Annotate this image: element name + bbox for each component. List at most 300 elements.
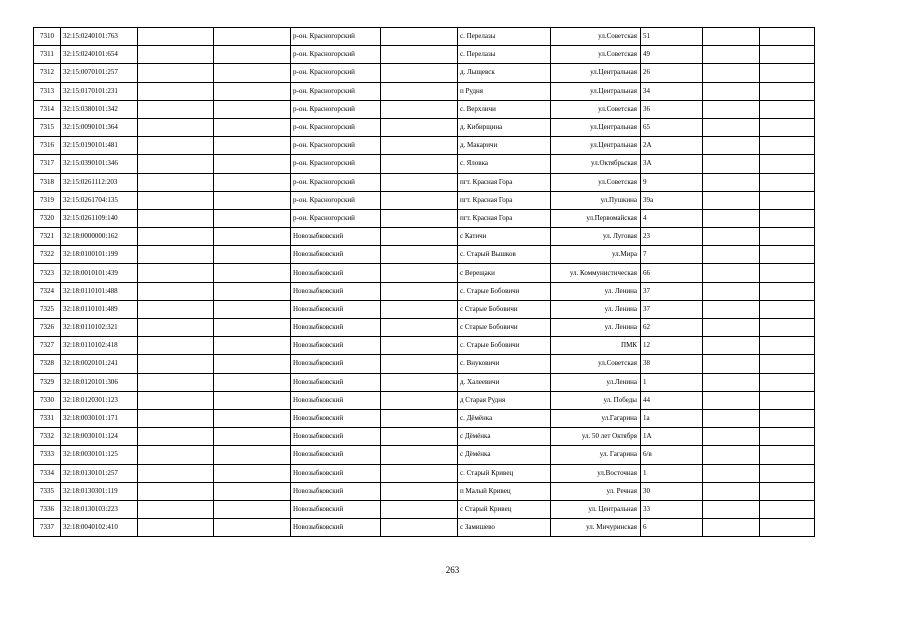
empty-col-11-cell [760, 391, 815, 409]
settlement-cell: д. Лыщевск [458, 64, 551, 82]
empty-col-4-cell [214, 500, 291, 518]
cadastral-number-cell: 32:18:0110101:488 [61, 282, 138, 300]
empty-col-11-cell [760, 446, 815, 464]
table-row [34, 337, 815, 355]
street-cell: ул.Советская [551, 173, 641, 191]
district-cell: р-он. Красногорский [291, 82, 381, 100]
cadastral-number-cell: 32:18:0130101:257 [61, 464, 138, 482]
row-number-cell: 7321 [34, 228, 61, 246]
empty-col-4-cell [214, 82, 291, 100]
table-body [34, 28, 815, 537]
cadastral-number-cell: 32:18:0040102:410 [61, 519, 138, 537]
row-number-cell: 7319 [34, 191, 61, 209]
cadastral-number-cell: 32:18:0110102:418 [61, 337, 138, 355]
house-number-cell: 51 [641, 28, 703, 46]
house-number-cell: 4 [641, 209, 703, 227]
house-number-cell: 65 [641, 118, 703, 136]
registry-table [33, 27, 815, 537]
house-number-cell: 34 [641, 82, 703, 100]
settlement-cell: пгт. Красная Гора [458, 191, 551, 209]
empty-col-3-cell [138, 191, 214, 209]
table-row [34, 428, 815, 446]
street-cell: ул.Центральная [551, 137, 641, 155]
house-number-cell: 6 [641, 519, 703, 537]
table-row [34, 319, 815, 337]
empty-col-4-cell [214, 100, 291, 118]
street-cell: ул.Центральная [551, 82, 641, 100]
empty-col-3-cell [138, 46, 214, 64]
cadastral-number-cell: 32:15:0170101:231 [61, 82, 138, 100]
empty-col-4-cell [214, 173, 291, 191]
cadastral-number-cell: 32:18:0100101:199 [61, 246, 138, 264]
district-cell: Новозыбковский [291, 355, 381, 373]
empty-col-11-cell [760, 64, 815, 82]
empty-col-6-cell [381, 482, 458, 500]
empty-col-6-cell [381, 264, 458, 282]
empty-col-6-cell [381, 373, 458, 391]
cadastral-number-cell: 32:18:0030101:124 [61, 428, 138, 446]
empty-col-3-cell [138, 82, 214, 100]
empty-col-3-cell [138, 282, 214, 300]
empty-col-4-cell [214, 228, 291, 246]
empty-col-6-cell [381, 428, 458, 446]
settlement-cell: п Малый Кривец [458, 482, 551, 500]
empty-col-10-cell [703, 282, 760, 300]
cadastral-number-cell: 32:15:0261109:140 [61, 209, 138, 227]
street-cell: ул. Гагарина [551, 446, 641, 464]
empty-col-10-cell [703, 246, 760, 264]
empty-col-11-cell [760, 209, 815, 227]
empty-col-6-cell [381, 64, 458, 82]
house-number-cell: 3А [641, 155, 703, 173]
empty-col-6-cell [381, 137, 458, 155]
table-row [34, 446, 815, 464]
settlement-cell: пгт. Красная Гора [458, 173, 551, 191]
empty-col-10-cell [703, 428, 760, 446]
settlement-cell: д. Макаричи [458, 137, 551, 155]
row-number-cell: 7317 [34, 155, 61, 173]
empty-col-3-cell [138, 482, 214, 500]
row-number-cell: 7330 [34, 391, 61, 409]
row-number-cell: 7335 [34, 482, 61, 500]
empty-col-4-cell [214, 300, 291, 318]
district-cell: Новозыбковский [291, 446, 381, 464]
table-row [34, 282, 815, 300]
table-row [34, 228, 815, 246]
empty-col-10-cell [703, 46, 760, 64]
district-cell: Новозыбковский [291, 428, 381, 446]
district-cell: Новозыбковский [291, 319, 381, 337]
street-cell: ул.Советская [551, 28, 641, 46]
empty-col-11-cell [760, 246, 815, 264]
district-cell: р-он. Красногорский [291, 191, 381, 209]
empty-col-10-cell [703, 391, 760, 409]
empty-col-11-cell [760, 500, 815, 518]
house-number-cell: 36 [641, 100, 703, 118]
table-row [34, 173, 815, 191]
row-number-cell: 7316 [34, 137, 61, 155]
empty-col-4-cell [214, 264, 291, 282]
street-cell: ул. Победы [551, 391, 641, 409]
empty-col-3-cell [138, 209, 214, 227]
empty-col-10-cell [703, 155, 760, 173]
table-row [34, 300, 815, 318]
empty-col-3-cell [138, 137, 214, 155]
settlement-cell: с. Верхличи [458, 100, 551, 118]
settlement-cell: пгт. Красная Гора [458, 209, 551, 227]
cadastral-number-cell: 32:18:0130301:119 [61, 482, 138, 500]
table-row [34, 137, 815, 155]
district-cell: Новозыбковский [291, 464, 381, 482]
street-cell: ул.Центральная [551, 118, 641, 136]
district-cell: р-он. Красногорский [291, 28, 381, 46]
house-number-cell: 1 [641, 464, 703, 482]
house-number-cell: 9 [641, 173, 703, 191]
empty-col-3-cell [138, 464, 214, 482]
empty-col-11-cell [760, 82, 815, 100]
cadastral-number-cell: 32:18:0110101:489 [61, 300, 138, 318]
street-cell: ул. Ленина [551, 319, 641, 337]
empty-col-6-cell [381, 191, 458, 209]
district-cell: р-он. Красногорский [291, 64, 381, 82]
district-cell: р-он. Красногорский [291, 155, 381, 173]
table-row [34, 46, 815, 64]
empty-col-11-cell [760, 428, 815, 446]
table-row [34, 264, 815, 282]
empty-col-6-cell [381, 228, 458, 246]
empty-col-10-cell [703, 337, 760, 355]
empty-col-6-cell [381, 355, 458, 373]
row-number-cell: 7329 [34, 373, 61, 391]
house-number-cell: 62 [641, 319, 703, 337]
empty-col-11-cell [760, 191, 815, 209]
district-cell: р-он. Красногорский [291, 209, 381, 227]
empty-col-10-cell [703, 264, 760, 282]
settlement-cell: с Старые Бобовичи [458, 319, 551, 337]
empty-col-11-cell [760, 337, 815, 355]
settlement-cell: п Рудня [458, 82, 551, 100]
empty-col-11-cell [760, 300, 815, 318]
empty-col-6-cell [381, 173, 458, 191]
table-row [34, 82, 815, 100]
empty-col-10-cell [703, 191, 760, 209]
registry-table-container [33, 27, 815, 537]
street-cell: ул. Луговая [551, 228, 641, 246]
district-cell: р-он. Красногорский [291, 137, 381, 155]
empty-col-4-cell [214, 191, 291, 209]
street-cell: ул.Советская [551, 100, 641, 118]
empty-col-10-cell [703, 64, 760, 82]
row-number-cell: 7324 [34, 282, 61, 300]
empty-col-3-cell [138, 409, 214, 427]
house-number-cell: 49 [641, 46, 703, 64]
empty-col-10-cell [703, 373, 760, 391]
house-number-cell: 44 [641, 391, 703, 409]
table-row [34, 100, 815, 118]
empty-col-6-cell [381, 46, 458, 64]
settlement-cell: с. Перелазы [458, 28, 551, 46]
empty-col-4-cell [214, 319, 291, 337]
table-row [34, 409, 815, 427]
district-cell: Новозыбковский [291, 373, 381, 391]
house-number-cell: 1А [641, 428, 703, 446]
empty-col-10-cell [703, 519, 760, 537]
empty-col-6-cell [381, 246, 458, 264]
empty-col-11-cell [760, 282, 815, 300]
street-cell: ул.Гагарина [551, 409, 641, 427]
empty-col-4-cell [214, 64, 291, 82]
empty-col-4-cell [214, 355, 291, 373]
empty-col-3-cell [138, 28, 214, 46]
table-row [34, 64, 815, 82]
empty-col-3-cell [138, 100, 214, 118]
empty-col-3-cell [138, 319, 214, 337]
empty-col-4-cell [214, 409, 291, 427]
row-number-cell: 7326 [34, 319, 61, 337]
table-row [34, 118, 815, 136]
street-cell: ул.Первомайская [551, 209, 641, 227]
house-number-cell: 38 [641, 355, 703, 373]
empty-col-4-cell [214, 155, 291, 173]
empty-col-10-cell [703, 446, 760, 464]
district-cell: р-он. Красногорский [291, 100, 381, 118]
house-number-cell: 30 [641, 482, 703, 500]
district-cell: Новозыбковский [291, 391, 381, 409]
empty-col-6-cell [381, 282, 458, 300]
row-number-cell: 7337 [34, 519, 61, 537]
row-number-cell: 7327 [34, 337, 61, 355]
empty-col-6-cell [381, 28, 458, 46]
empty-col-6-cell [381, 118, 458, 136]
cadastral-number-cell: 32:18:0030101:125 [61, 446, 138, 464]
empty-col-4-cell [214, 464, 291, 482]
empty-col-4-cell [214, 209, 291, 227]
empty-col-3-cell [138, 246, 214, 264]
empty-col-10-cell [703, 300, 760, 318]
empty-col-11-cell [760, 264, 815, 282]
empty-col-3-cell [138, 428, 214, 446]
cadastral-number-cell: 32:18:0130103:223 [61, 500, 138, 518]
row-number-cell: 7328 [34, 355, 61, 373]
house-number-cell: 39а [641, 191, 703, 209]
district-cell: Новозыбковский [291, 282, 381, 300]
empty-col-4-cell [214, 28, 291, 46]
empty-col-6-cell [381, 82, 458, 100]
empty-col-4-cell [214, 391, 291, 409]
empty-col-3-cell [138, 373, 214, 391]
row-number-cell: 7313 [34, 82, 61, 100]
empty-col-4-cell [214, 446, 291, 464]
row-number-cell: 7311 [34, 46, 61, 64]
empty-col-10-cell [703, 100, 760, 118]
empty-col-11-cell [760, 118, 815, 136]
table-row [34, 209, 815, 227]
empty-col-6-cell [381, 500, 458, 518]
empty-col-11-cell [760, 519, 815, 537]
street-cell: ул. Ленина [551, 300, 641, 318]
empty-col-6-cell [381, 337, 458, 355]
table-row [34, 246, 815, 264]
empty-col-11-cell [760, 482, 815, 500]
empty-col-3-cell [138, 173, 214, 191]
empty-col-3-cell [138, 155, 214, 173]
table-row [34, 391, 815, 409]
house-number-cell: 66 [641, 264, 703, 282]
table-row [34, 28, 815, 46]
district-cell: Новозыбковский [291, 246, 381, 264]
empty-col-10-cell [703, 464, 760, 482]
empty-col-11-cell [760, 319, 815, 337]
district-cell: р-он. Красногорский [291, 173, 381, 191]
empty-col-11-cell [760, 137, 815, 155]
empty-col-10-cell [703, 482, 760, 500]
cadastral-number-cell: 32:18:0030101:171 [61, 409, 138, 427]
empty-col-3-cell [138, 519, 214, 537]
row-number-cell: 7332 [34, 428, 61, 446]
cadastral-number-cell: 32:18:0020101:241 [61, 355, 138, 373]
empty-col-3-cell [138, 391, 214, 409]
district-cell: Новозыбковский [291, 300, 381, 318]
empty-col-3-cell [138, 264, 214, 282]
street-cell: ул. Ленина [551, 282, 641, 300]
empty-col-3-cell [138, 446, 214, 464]
empty-col-3-cell [138, 337, 214, 355]
street-cell: ул. Речная [551, 482, 641, 500]
empty-col-10-cell [703, 500, 760, 518]
street-cell: ул.Ленина [551, 373, 641, 391]
empty-col-6-cell [381, 446, 458, 464]
street-cell: ПМК [551, 337, 641, 355]
cadastral-number-cell: 32:15:0190101:481 [61, 137, 138, 155]
settlement-cell: с Дёмёнка [458, 428, 551, 446]
empty-col-4-cell [214, 246, 291, 264]
row-number-cell: 7333 [34, 446, 61, 464]
empty-col-4-cell [214, 519, 291, 537]
cadastral-number-cell: 32:15:0090101:364 [61, 118, 138, 136]
page-number: 263 [445, 565, 460, 575]
district-cell: Новозыбковский [291, 264, 381, 282]
table-row [34, 500, 815, 518]
empty-col-3-cell [138, 355, 214, 373]
empty-col-4-cell [214, 482, 291, 500]
house-number-cell: 37 [641, 282, 703, 300]
cadastral-number-cell: 32:18:0000000:162 [61, 228, 138, 246]
house-number-cell: 33 [641, 500, 703, 518]
row-number-cell: 7325 [34, 300, 61, 318]
empty-col-6-cell [381, 155, 458, 173]
street-cell: ул.Восточная [551, 464, 641, 482]
empty-col-4-cell [214, 282, 291, 300]
house-number-cell: 23 [641, 228, 703, 246]
empty-col-3-cell [138, 64, 214, 82]
house-number-cell: 37 [641, 300, 703, 318]
row-number-cell: 7315 [34, 118, 61, 136]
empty-col-11-cell [760, 28, 815, 46]
empty-col-11-cell [760, 155, 815, 173]
settlement-cell: с. Старые Бобовичи [458, 337, 551, 355]
empty-col-10-cell [703, 209, 760, 227]
empty-col-10-cell [703, 173, 760, 191]
empty-col-6-cell [381, 391, 458, 409]
settlement-cell: с Старые Бобовичи [458, 300, 551, 318]
settlement-cell: с. Дёмёнка [458, 409, 551, 427]
district-cell: Новозыбковский [291, 337, 381, 355]
cadastral-number-cell: 32:18:0120101:306 [61, 373, 138, 391]
cadastral-number-cell: 32:15:0070101:257 [61, 64, 138, 82]
empty-col-4-cell [214, 428, 291, 446]
house-number-cell: 6/в [641, 446, 703, 464]
row-number-cell: 7312 [34, 64, 61, 82]
empty-col-11-cell [760, 228, 815, 246]
row-number-cell: 7310 [34, 28, 61, 46]
settlement-cell: с. Яловка [458, 155, 551, 173]
empty-col-6-cell [381, 300, 458, 318]
cadastral-number-cell: 32:18:0010101:439 [61, 264, 138, 282]
row-number-cell: 7314 [34, 100, 61, 118]
empty-col-11-cell [760, 355, 815, 373]
house-number-cell: 12 [641, 337, 703, 355]
table-row [34, 464, 815, 482]
empty-col-4-cell [214, 118, 291, 136]
empty-col-4-cell [214, 337, 291, 355]
empty-col-11-cell [760, 46, 815, 64]
cadastral-number-cell: 32:15:0240101:654 [61, 46, 138, 64]
table-row [34, 519, 815, 537]
district-cell: р-он. Красногорский [291, 118, 381, 136]
settlement-cell: д Старая Рудня [458, 391, 551, 409]
street-cell: ул.Пушкина [551, 191, 641, 209]
empty-col-10-cell [703, 319, 760, 337]
street-cell: ул. Центральная [551, 500, 641, 518]
empty-col-6-cell [381, 464, 458, 482]
empty-col-10-cell [703, 355, 760, 373]
empty-col-6-cell [381, 409, 458, 427]
table-row [34, 355, 815, 373]
district-cell: Новозыбковский [291, 409, 381, 427]
table-row [34, 373, 815, 391]
empty-col-4-cell [214, 137, 291, 155]
table-row [34, 191, 815, 209]
street-cell: ул. Коммунистическая [551, 264, 641, 282]
settlement-cell: д. Кибирщина [458, 118, 551, 136]
row-number-cell: 7320 [34, 209, 61, 227]
table-row [34, 155, 815, 173]
street-cell: ул. Мичуринская [551, 519, 641, 537]
settlement-cell: д. Халеевичи [458, 373, 551, 391]
row-number-cell: 7322 [34, 246, 61, 264]
cadastral-number-cell: 32:18:0110102:321 [61, 319, 138, 337]
empty-col-10-cell [703, 137, 760, 155]
district-cell: Новозыбковский [291, 228, 381, 246]
settlement-cell: с. Перелазы [458, 46, 551, 64]
street-cell: ул.Центральная [551, 64, 641, 82]
empty-col-10-cell [703, 118, 760, 136]
settlement-cell: с. Старый Кривец [458, 464, 551, 482]
cadastral-number-cell: 32:15:0380101:342 [61, 100, 138, 118]
cadastral-number-cell: 32:18:0120301:123 [61, 391, 138, 409]
empty-col-6-cell [381, 209, 458, 227]
house-number-cell: 7 [641, 246, 703, 264]
street-cell: ул.Мира [551, 246, 641, 264]
district-cell: Новозыбковский [291, 500, 381, 518]
cadastral-number-cell: 32:15:0261112:203 [61, 173, 138, 191]
street-cell: ул. 50 лет Октября [551, 428, 641, 446]
row-number-cell: 7318 [34, 173, 61, 191]
empty-col-11-cell [760, 173, 815, 191]
empty-col-3-cell [138, 228, 214, 246]
empty-col-10-cell [703, 409, 760, 427]
settlement-cell: с. Старый Вышков [458, 246, 551, 264]
